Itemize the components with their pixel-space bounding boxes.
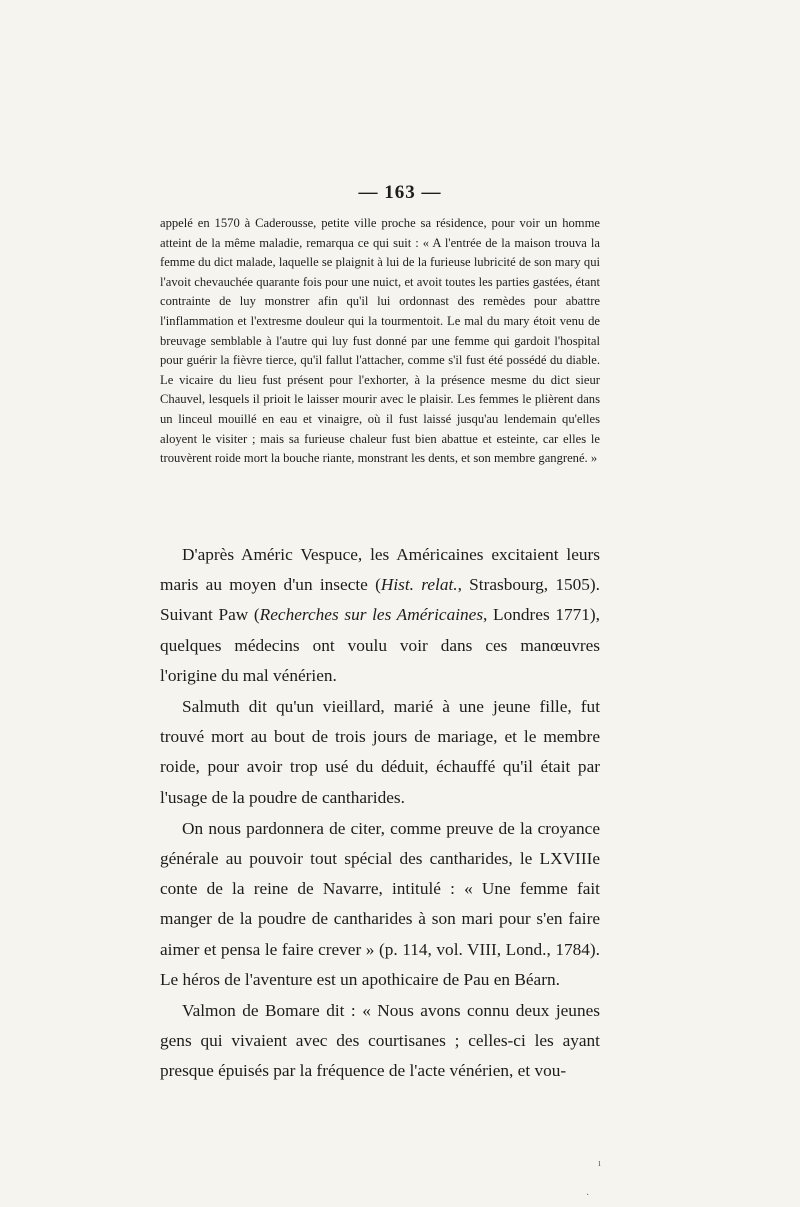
- quoted-passage: appelé en 1570 à Caderousse, petite ville proche sa résidence, pour voir un homme atteint de la même maladie, remarqua ce qui suit : « A l'entrée de la maison trouva la femme du dict malade, laquelle se plaignit à lui de la furieuse lubricité de son mary qui l'avoit chevauchée quarante fois pour une nuict, et avoit toutes les parties gastées, étant contrainte de luy monstrer afin qu'il lui ordonnast des remèdes pour abattre l'inflammation et l'extresme douleur qui la tourmentoit. Le mal du mary étoit venu de breuvage semblable à l'autre qui luy fust donné par une femme qui gardoit l'hospital pour guérir la fièvre tierce, qu'il fallut l'attacher, comme s'il fust été possédé du diable. Le vicaire du lieu fust présent pour l'exhorter, à la présence mesme du dict sieur Chauvel, lesquels il prioit le laisser mourir avec le plaisir. Les femmes le plièrent dans un linceul mouillé en eau et vinaigre, où il fust laissé jusqu'au lendemain qu'elles aloyent le visiter ; mais sa furieuse chaleur fust bien abattue et esteinte, car elles le trouvèrent roide mort la bouche riante, monstrant les dents, et son membre gangrené. »: [160, 216, 600, 466]
- page-number: — 163 —: [358, 182, 442, 203]
- body-text: [160, 540, 600, 1087]
- paper-speck: ·: [586, 1190, 590, 1201]
- paragraph-text: , Londres 1771), quelques médecins ont voulu voir dans ces manœuvres l'origine du mal vénérien.: [160, 605, 600, 685]
- citation-title: Recherches sur les Américaines: [259, 605, 484, 625]
- paragraph-text: D'après Améric Vespuce, les Américaines excitaient leurs maris au moyen d'un insecte (: [160, 545, 600, 595]
- paper-speck: ı: [598, 1158, 601, 1169]
- paragraph-bomare: Valmon de Bomare dit : « Nous avons connu deux jeunes gens qui vivaient avec des courtisanes ; celles-ci les ayant presque épuisés par la fréquence de l'acte vénérien, et vou-: [160, 1001, 600, 1081]
- paragraph-text: , Strasbourg, 1505). Suivant Paw (: [160, 575, 600, 625]
- citation-title: Hist. relat.: [380, 575, 458, 595]
- paragraph-salmuth: Salmuth dit qu'un vieillard, marié à une jeune fille, fut trouvé mort au bout de trois jours de mariage, et le membre roide, pour avoir trop usé du déduit, échauffé qu'il était par l'usage de la poudre de cantharides.: [160, 697, 600, 807]
- paragraph-navarre: On nous pardonnera de citer, comme preuve de la croyance générale au pouvoir tout spécial des cantharides, le LXVIIIe conte de la reine de Navarre, intitulé : « Une femme fait manger de la poudre de cantharides à son mari pour s'en faire aimer et pensa le faire crever » (p. 114, vol. VIII, Lond., 1784). Le héros de l'aventure est un apothicaire de Pau en Béarn.: [160, 818, 600, 989]
- paragraph-vespuce: [160, 540, 600, 691]
